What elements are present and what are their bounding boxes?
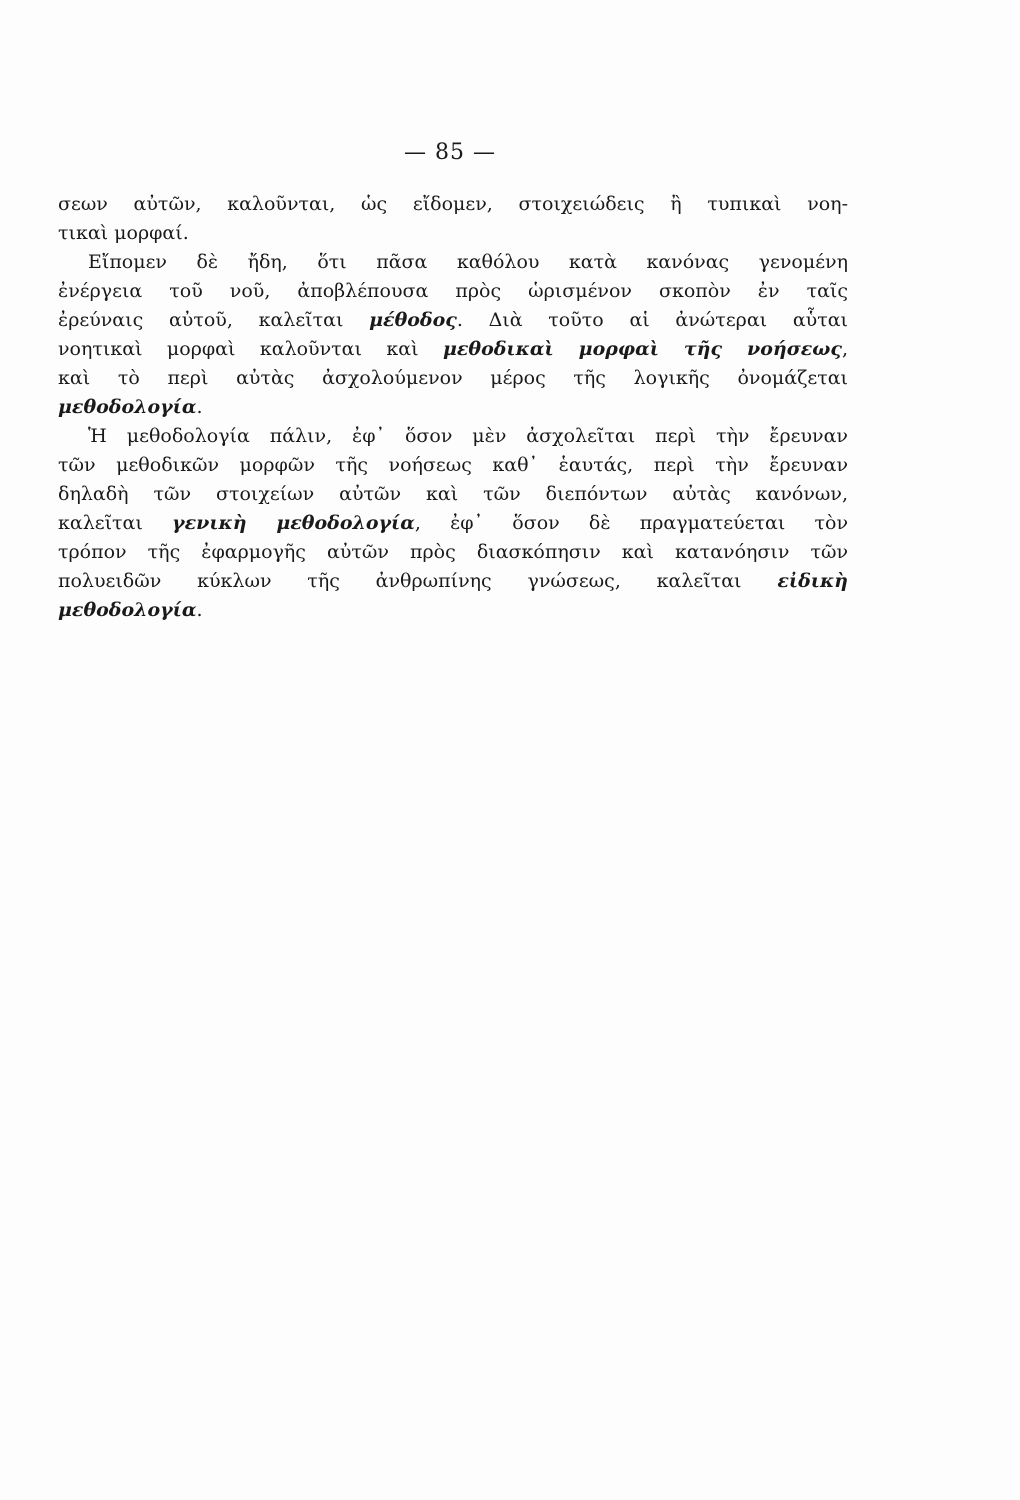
text-line [58,277,848,306]
text-segment: πολυειδῶν κύκλων τῆς ἀνθρωπίνης γνώσεως, καλεῖται [58,570,778,592]
text-line [58,190,848,219]
text-segment: τικαὶ μορφαί. [58,222,189,244]
emphasized-term: μεθοδολογία [58,396,197,418]
emphasized-term: γενικὴ μεθοδολογία [172,512,415,534]
body-text [58,190,848,625]
text-segment: Ἡ μεθοδολογία πάλιν, ἐφ᾽ ὅσον μὲν ἀσχολεῖται περὶ τὴν ἔρευναν [88,425,848,447]
text-segment: . Διὰ τοῦτο αἱ ἀνώτεραι αὗται [456,309,848,331]
text-line [58,596,848,625]
text-segment: καὶ τὸ περὶ αὐτὰς ἀσχολούμενον μέρος τῆς λογικῆς ὀνομάζεται [58,367,848,389]
text-segment: τρόπον τῆς ἐφαρμογῆς αὐτῶν πρὸς διασκόπησιν καὶ κατανόησιν τῶν [58,541,848,563]
text-segment: . [196,599,203,621]
text-segment: νοητικαὶ μορφαὶ καλοῦνται καὶ [58,338,443,360]
text-line [58,480,848,509]
text-line [58,364,848,393]
text-line [58,393,848,422]
text-line [58,567,848,596]
text-segment: , ἐφ᾽ ὅσον δὲ πραγματεύεται τὸν [414,512,848,534]
text-segment: . [196,396,203,418]
emphasized-term: μεθοδικαὶ μορφαὶ τῆς νοήσεως [442,338,842,360]
text-segment: ἐνέργεια τοῦ νοῦ, ἀποβλέπουσα πρὸς ὡρισμένον σκοπὸν ἐν ταῖς [58,280,848,302]
text-segment: δηλαδὴ τῶν στοιχείων αὐτῶν καὶ τῶν διεπόντων αὐτὰς κανόνων, [58,483,848,505]
text-line [58,538,848,567]
text-segment: ἐρεύναις αὐτοῦ, καλεῖται [58,309,370,331]
emphasized-term: μέθοδος [369,309,457,331]
text-line [58,422,848,451]
emphasized-term: μεθοδολογία [58,599,197,621]
text-line [58,248,848,277]
page-number: — 85 — [404,140,496,165]
text-segment: , [841,338,848,360]
emphasized-term: εἰδικὴ [777,570,848,592]
text-line [58,335,848,364]
text-line [58,219,848,248]
text-segment: σεων αὐτῶν, καλοῦνται, ὡς εἴδομεν, στοιχειώδεις ἢ τυπικαὶ νοη- [58,193,848,215]
text-segment: τῶν μεθοδικῶν μορφῶν τῆς νοήσεως καθ᾽ ἑαυτάς, περὶ τὴν ἔρευναν [58,454,848,476]
text-line [58,306,848,335]
text-line [58,451,848,480]
text-line [58,509,848,538]
text-segment: καλεῖται [58,512,173,534]
text-segment: Εἴπομεν δὲ ἤδη, ὅτι πᾶσα καθόλου κατὰ κανόνας γενομένη [88,251,848,273]
